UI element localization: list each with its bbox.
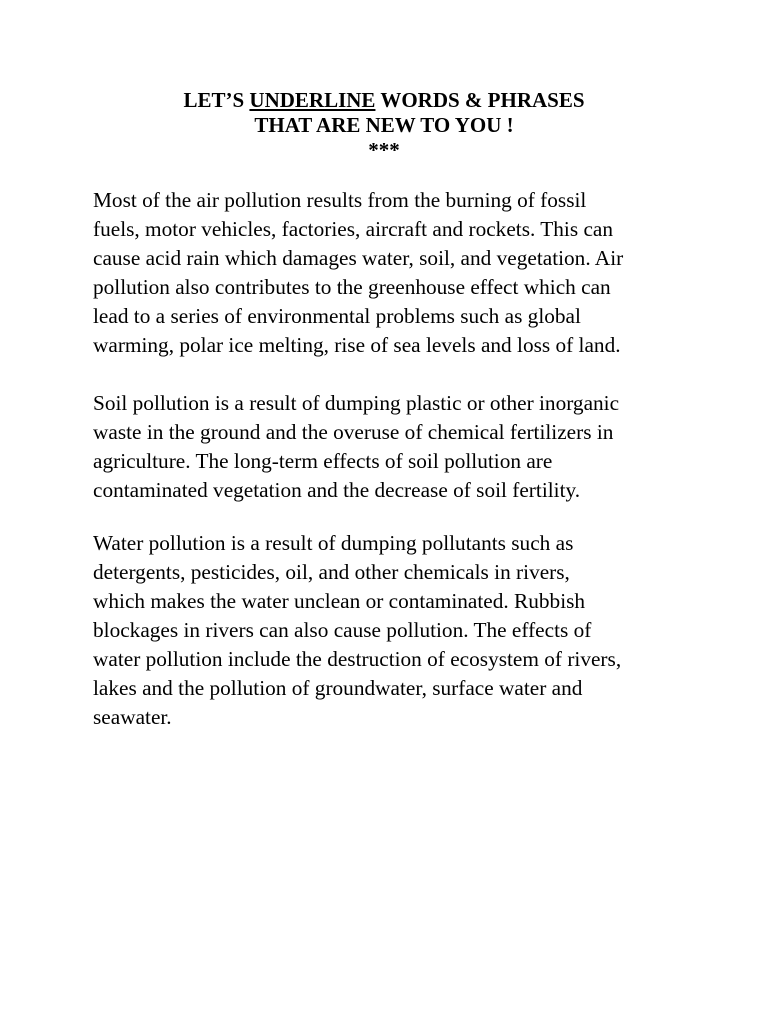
heading-asterisks: *** <box>368 138 400 162</box>
paragraph-line: blockages in rivers can also cause pollution. The effects of <box>93 618 592 642</box>
paragraph-line: agriculture. The long-term effects of soil pollution are <box>93 449 553 473</box>
heading-line-1 <box>0 88 768 113</box>
paragraph-line: Water pollution is a result of dumping pollutants such as <box>93 531 574 555</box>
paragraph-line: lead to a series of environmental problems such as global <box>93 304 581 328</box>
paragraph-line: seawater. <box>93 705 172 729</box>
paragraph-line: cause acid rain which damages water, soil, and vegetation. Air <box>93 246 624 270</box>
paragraph-line: Most of the air pollution results from the burning of fossil <box>93 188 587 212</box>
paragraph-line: lakes and the pollution of groundwater, surface water and <box>93 676 583 700</box>
paragraph-line: contaminated vegetation and the decrease of soil fertility. <box>93 478 581 502</box>
paragraph-line: warming, polar ice melting, rise of sea levels and loss of land. <box>93 333 621 357</box>
page-heading <box>0 88 768 163</box>
paragraph-air-pollution <box>93 186 693 360</box>
paragraph-line: pollution also contributes to the greenhouse effect which can <box>93 275 611 299</box>
heading-line-1-before: LET’S <box>183 88 250 112</box>
paragraph-water-pollution <box>93 529 693 732</box>
paragraph-line: fuels, motor vehicles, factories, aircraft and rockets. This can <box>93 217 613 241</box>
heading-line-1-after: WORDS & PHRASES <box>375 88 585 112</box>
paragraph-line: which makes the water unclean or contaminated. Rubbish <box>93 589 586 613</box>
paragraph-line: water pollution include the destruction of ecosystem of rivers, <box>93 647 622 671</box>
heading-underlined-word: UNDERLINE <box>249 88 376 112</box>
paragraph-soil-pollution <box>93 389 693 505</box>
heading-line-2: THAT ARE NEW TO YOU ! <box>254 113 514 137</box>
paragraph-line: waste in the ground and the overuse of chemical fertilizers in <box>93 420 614 444</box>
paragraph-line: Soil pollution is a result of dumping plastic or other inorganic <box>93 391 620 415</box>
paragraph-line: detergents, pesticides, oil, and other chemicals in rivers, <box>93 560 570 584</box>
